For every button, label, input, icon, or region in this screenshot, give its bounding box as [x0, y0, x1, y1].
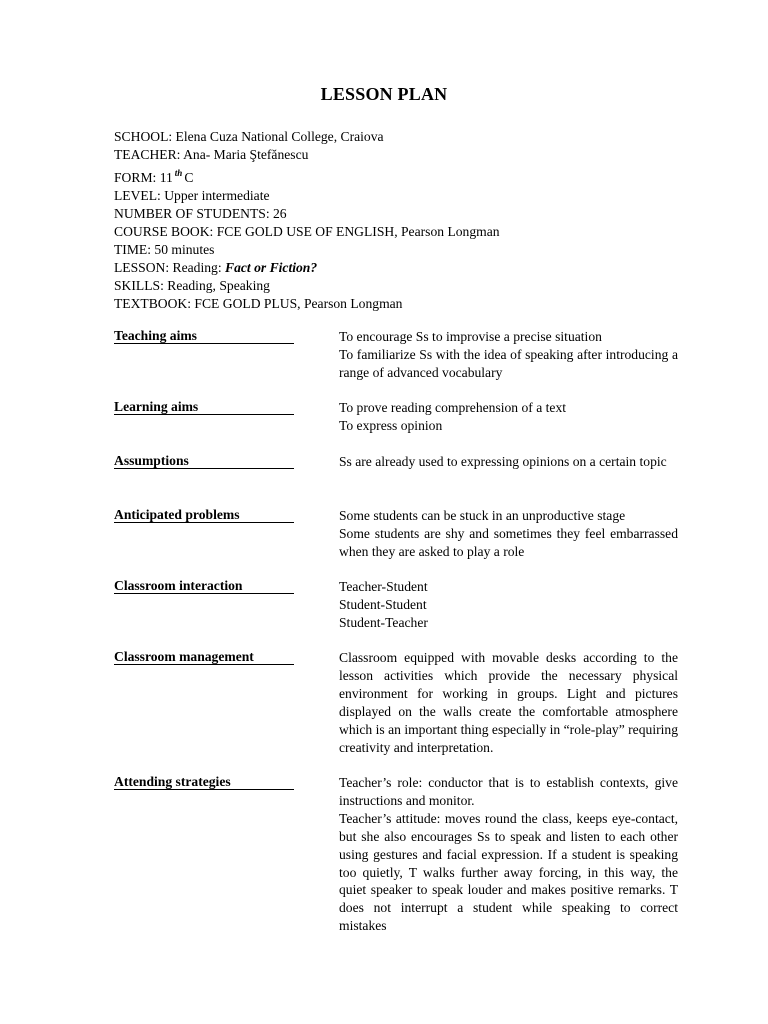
section-paragraph: To express opinion — [339, 417, 443, 433]
section-label: Classroom management — [114, 649, 294, 665]
info-skills: SKILLS: Reading, Speaking — [114, 278, 270, 293]
section-content — [339, 578, 678, 632]
page-title: LESSON PLAN — [320, 84, 448, 104]
info-school: SCHOOL: Elena Cuza National College, Craiova — [114, 129, 384, 144]
info-students: NUMBER OF STUDENTS: 26 — [114, 206, 287, 221]
info-time: TIME: 50 minutes — [114, 242, 215, 257]
info-textbook: TEXTBOOK: FCE GOLD PLUS, Pearson Longman — [114, 296, 403, 311]
section-label: Classroom interaction — [114, 578, 294, 594]
info-level: LEVEL: Upper intermediate — [114, 188, 270, 203]
section-paragraph: Classroom equipped with movable desks according to the lesson activities which provide the necessary physical environment for working in groups. Light and pictures displayed on the walls create the comfortable atmosphere which is an important thing especially in “role-play” requiring creativity and interpretation. — [339, 650, 678, 755]
section-content — [339, 328, 678, 382]
section-label: Attending strategies — [114, 774, 294, 790]
info-form-sup: th — [174, 168, 183, 178]
section-paragraph: Some students can be stuck in an unproductive stage — [339, 508, 626, 523]
section-content — [339, 399, 678, 435]
section-paragraph: Student-Teacher — [339, 614, 428, 630]
section-paragraph: To familiarize Ss with the idea of speaking after introducing a range of advanced vocabulary — [339, 346, 678, 380]
info-form-suffix: C — [184, 170, 194, 185]
info-form-label: FORM: 11 — [114, 170, 173, 185]
info-form — [114, 164, 500, 187]
section-paragraph: Teacher’s role: conductor that is to establish contexts, give instructions and monitor. — [339, 775, 678, 808]
section-paragraph: Teacher-Student — [339, 579, 428, 594]
section-paragraph: Student-Student — [339, 596, 427, 612]
section-label: Anticipated problems — [114, 507, 294, 523]
section-paragraph: Some students are shy and sometimes they feel embarrassed when they are asked to play a role — [339, 525, 678, 559]
section-label: Assumptions — [114, 453, 294, 469]
info-lesson-label: LESSON: Reading: — [114, 260, 226, 275]
section-label: Teaching aims — [114, 328, 294, 344]
section-label: Learning aims — [114, 399, 294, 415]
info-lesson-title: Fact or Fiction? — [225, 260, 318, 275]
section-paragraph: To prove reading comprehension of a text — [339, 400, 567, 415]
lesson-info — [114, 128, 500, 313]
section-paragraph: To encourage Ss to improvise a precise situation — [339, 329, 602, 344]
info-teacher: TEACHER: Ana- Maria Ştefănescu — [114, 147, 309, 162]
info-course-book: COURSE BOOK: FCE GOLD USE OF ENGLISH, Pearson Longman — [114, 224, 500, 239]
section-content — [339, 774, 678, 935]
section-paragraph: Ss are already used to expressing opinions on a certain topic — [339, 454, 667, 469]
info-lesson — [114, 259, 500, 277]
section-paragraph: Teacher’s attitude: moves round the class, keeps eye-contact, but she also encourages Ss to speak and listen to each other using gestures and facial expression. If a student is speaking too quietly, T walks further away forcing, in this way, the quiet speaker to speak louder and makes positive remarks. T does not interrupt a student while speaking to correct mistakes — [339, 810, 678, 934]
section-content — [339, 649, 678, 756]
section-content — [339, 507, 678, 561]
section-content — [339, 453, 678, 471]
